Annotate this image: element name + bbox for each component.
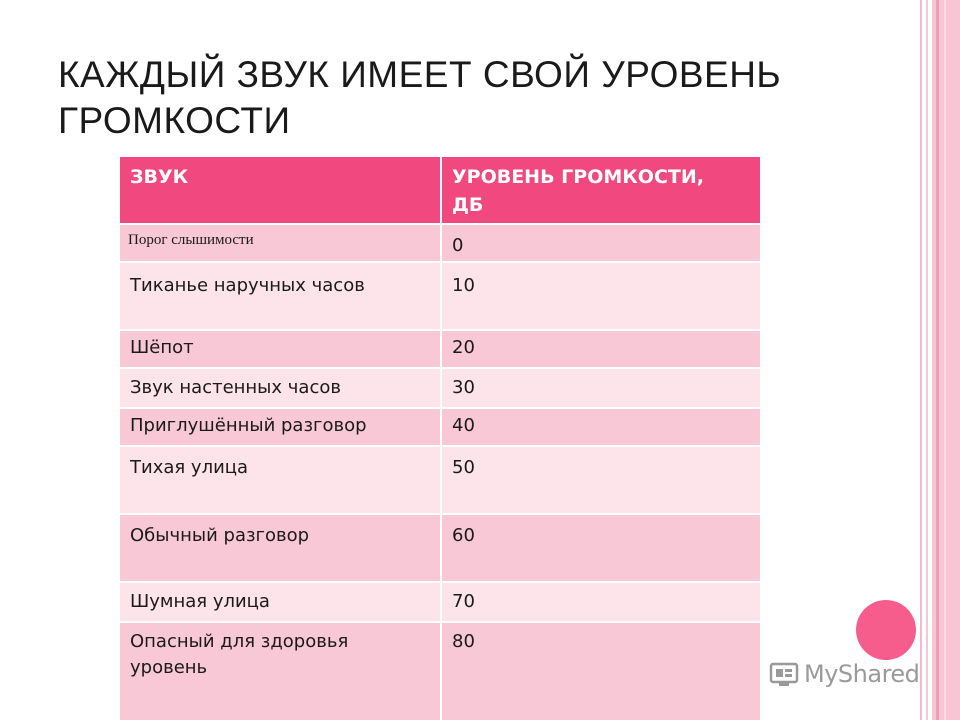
- slide-title: КАЖДЫЙ ЗВУК ИМЕЕТ СВОЙ УРОВЕНЬ ГРОМКОСТИ: [58, 54, 782, 141]
- decor-circle: [856, 600, 916, 660]
- cell-level: 70: [440, 583, 760, 621]
- header-level: УРОВЕНЬ ГРОМКОСТИ, ДБ: [440, 157, 740, 223]
- cell-sound: Шёпот: [130, 337, 194, 358]
- volume-table: [120, 157, 760, 720]
- table-row: [120, 583, 760, 621]
- table-row: [120, 331, 760, 367]
- header-sound: ЗВУК: [130, 166, 189, 188]
- decor-stripe: [944, 0, 946, 720]
- table-row: [120, 369, 760, 407]
- cell-sound: Тиканье наручных часов: [130, 275, 365, 296]
- cell-level: 80: [440, 623, 760, 720]
- decor-stripe: [920, 0, 922, 720]
- cell-sound: Звук настенных часов: [130, 377, 341, 398]
- cell-sound: Тихая улица: [130, 457, 249, 478]
- cell-level: 60: [440, 515, 760, 581]
- cell-sound: Порог слышимости: [128, 232, 254, 248]
- table-row: [120, 447, 760, 513]
- table-row: [120, 225, 760, 261]
- cell-level: 30: [440, 369, 760, 407]
- table-row: [120, 409, 760, 445]
- table-header-row: [120, 157, 760, 223]
- cell-sound: Приглушённый разговор: [130, 415, 367, 436]
- table-row: [120, 263, 760, 329]
- mortarboard-icon: [768, 658, 800, 690]
- decor-stripe: [936, 0, 939, 720]
- watermark: [768, 656, 928, 692]
- table-row: [120, 515, 760, 581]
- cell-sound: Шумная улица: [130, 591, 270, 612]
- table-row: [120, 623, 760, 720]
- watermark-text: MyShared: [804, 660, 920, 688]
- cell-level: 40: [440, 409, 760, 445]
- cell-level: 0: [440, 225, 760, 261]
- cell-level: 20: [440, 331, 760, 367]
- cell-sound: Опасный для здоровья уровень: [130, 631, 349, 678]
- cell-sound: Обычный разговор: [130, 525, 310, 546]
- cell-level: 50: [440, 447, 760, 513]
- cell-level: 10: [440, 263, 760, 329]
- decor-stripe: [926, 0, 928, 720]
